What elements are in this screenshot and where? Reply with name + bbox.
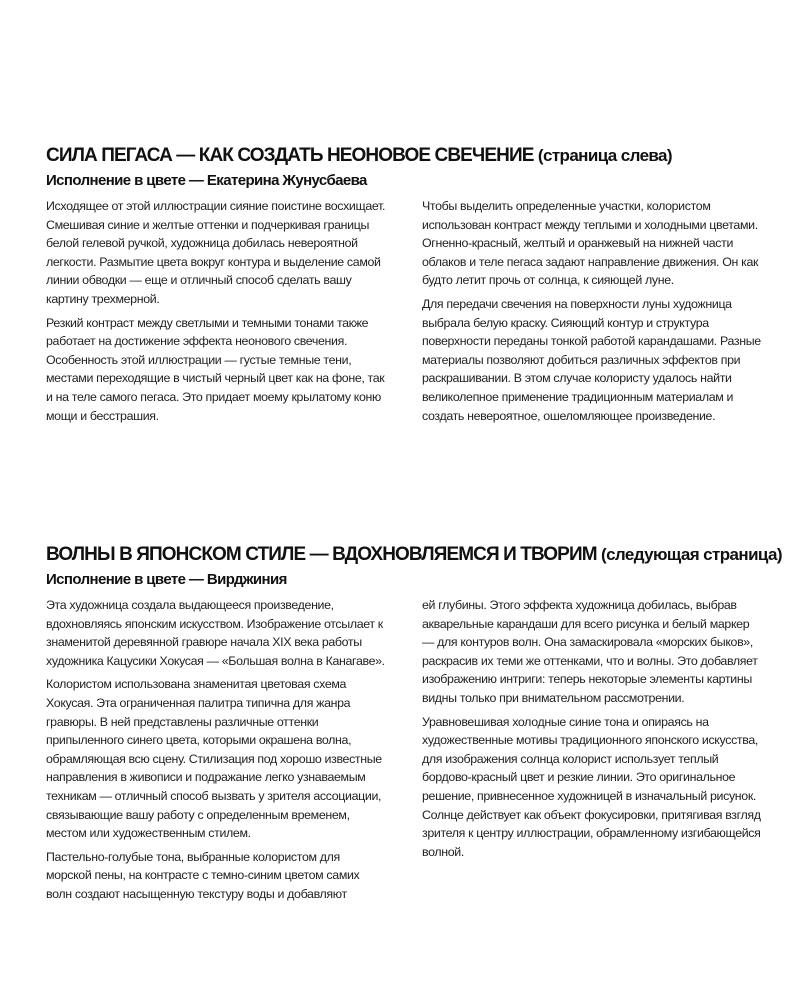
left-column: [46, 197, 386, 430]
paragraph: Для передачи свечения на поверхности луны художница выбрала белую краску. Сияющий контур и структура поверхности переданы тонкой работой карандашами. Разные материалы позволяют добиться различных эффектов при раскрашивании. В этом случае колористу удалось найти великолепное применение традиционным материалам и создать невероятное, ошеломляющее произведение.: [422, 296, 761, 423]
right-column: [422, 197, 762, 430]
paragraph: Чтобы выделить определенные участки, колористом использован контраст между теплыми и холодными цветами. Огненно-красный, желтый и оранжевый на нижней части облаков и теле пегаса задают направление движения. Он как будто летит прочь от солнца, к сияющей луне.: [422, 199, 759, 288]
section-title: [46, 544, 782, 566]
text-columns: [46, 197, 762, 430]
paragraph: Эта художница создала выдающееся произведение, вдохновляясь японским искусством. Изображение отсылает к знаменитой деревянной гравюре начала XIX века работы художника Кацусики Хокусая — «Большая волна в Канагаве».: [46, 598, 385, 668]
text-columns: [46, 596, 762, 909]
paragraph: Пастельно-голубые тона, выбранные колористом для морской пены, на контрасте с темно-синим цветом самих волн создают насыщенную текстуру воды и добавляют: [46, 849, 360, 901]
paragraph: Резкий контраст между светлыми и темными тонами также работает на достижение эффекта неонового свечения. Особенность этой иллюстрации — густые темные тени, местами переходящие в чистый черный цвет как на фоне, так и на теле самого пегаса. Это придает моему крылатому коню мощи и бесстрашия.: [46, 315, 385, 423]
left-column: [46, 596, 386, 909]
section-japanese-waves: [46, 544, 782, 909]
right-column: [422, 596, 762, 909]
section-pegasus: [46, 145, 762, 430]
paragraph: Уравновешивая холодные синие тона и опираясь на художественные мотивы традиционного японского искусства, для изображения солнца колорист использует теплый бордово-красный цвет и резкие линии. Это оригинальное решение, привнесенное художницей в изначальный рисунок. Солнце действует как объект фокусировки, притягивая взгляд зрителя к центру иллюстрации, обрамленному изгибающейся волной.: [422, 714, 761, 859]
title-main: ВОЛНЫ В ЯПОНСКОМ СТИЛЕ — ВДОХНОВЛЯЕМСЯ И ТВОРИМ: [46, 544, 597, 565]
title-main: СИЛА ПЕГАСА — КАК СОЗДАТЬ НЕОНОВОЕ СВЕЧЕНИЕ: [46, 145, 534, 166]
title-note: (следующая страница): [601, 545, 782, 564]
title-note: (страница слева): [537, 146, 672, 165]
section-subtitle: Исполнение в цвете — Екатерина Жунусбаева: [46, 172, 367, 189]
paragraph: Колористом использована знаменитая цветовая схема Хокусая. Эта ограниченная палитра типична для жанра гравюры. В ней представлены различные оттенки припыленного синего цвета, которыми окрашена волна, обрамляющая всю сцену. Стилизация под хорошо известные направления в живописи и подражание легко узнаваемым техникам — отличный способ вызвать у зрителя ассоциации, связывающие вашу работу с определенным временем, местом или художественным стилем.: [46, 677, 382, 841]
paragraph: ей глубины. Этого эффекта художница добилась, выбрав акварельные карандаши для всего рисунка и белый маркер — для контуров волн. Она замаскировала «морских быков», раскрасив их теми же оттенками, что и волны. Это добавляет изображению интриги: теперь некоторые элементы картины видны только при внимательном рассмотрении.: [422, 598, 758, 705]
section-subtitle: Исполнение в цвете — Вирджиния: [46, 571, 287, 588]
section-title: [46, 145, 762, 167]
paragraph: Исходящее от этой иллюстрации сияние поистине восхищает. Смешивая синие и желтые оттенки и подчеркивая границы белой гелевой ручкой, художница добилась невероятной легкости. Размытие цвета вокруг контура и выделение самой линии обводки — еще и отличный способ сделать вашу картину трехмерной.: [46, 199, 386, 306]
